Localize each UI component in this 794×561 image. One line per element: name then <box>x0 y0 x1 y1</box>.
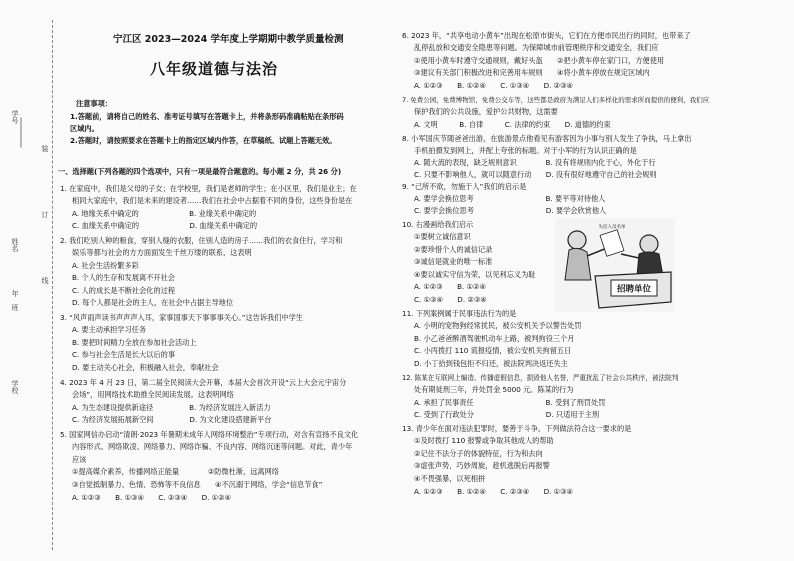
left-line: A. 为生态建设提供新途径 B. 为经济发展注入新活力 <box>72 403 271 412</box>
right-line: 乱停乱放和交通安全隐患等问题。为保障城市前管理秩序和交通安全，我们应 <box>414 43 659 52</box>
right-line: C. 要学会换位思考 D. 要学会欣赏他人 <box>414 206 607 215</box>
left-line: B. 个人的生存和发展离不开社会 <box>72 273 175 282</box>
notes-item2: 2.答题时，请按照要求在答题卡上的指定区域内作答，在草稿纸、试题上答题无效。 <box>70 136 337 145</box>
recruitment-cartoon <box>555 218 675 312</box>
right-line: 7. 免费公园，免费博物馆，免费公交车等，这些都是政府为满足人们多样化的需求所而提供的便利，我们应 <box>402 96 710 104</box>
right-line: C. 只要不影响他人，就可以随意行动 D. 没有很好地遵守自己的社会规则 <box>414 170 657 179</box>
left-line: 2. 我们吃别人种的粮食，穿别人缝的衣服，住别人造的房子……我们的衣食住行，学习和 <box>60 236 343 245</box>
right-line: ④不畏强暴，以死相拼 <box>414 474 486 483</box>
right-line: A. 小明的宠物狗经常扰民，被公安机关予以警告处罚 <box>414 321 582 330</box>
right-line: B. 小乙爸爸醉酒驾驶机动车上路，被判拘役三个月 <box>414 334 575 343</box>
right-line: ③虚张声势，巧妙周旋，趁机逃脱后再报警 <box>414 461 550 470</box>
left-line: A. 社会生活纷繁多彩 <box>72 261 139 270</box>
right-line: 保护我们的公共设施，爱护公共财物，这需要 <box>414 107 558 116</box>
seat-underline <box>21 118 22 148</box>
left-line: 3. “风声雨声读书声声声入耳，家事国事天下事事事关心。”这告诉我们中学生 <box>60 313 303 322</box>
right-line: 8. 小军国庆节随爸爸出游，在旅游景点他看见有游客因为小事与别人发生了争执，马上拿出 <box>402 134 692 143</box>
right-line: 6. 2023 年，“共享电动小黄车”出现在松原市街头，它们在方便市民出行的同时，也带来了 <box>402 31 691 40</box>
left-line: 应该 <box>72 455 87 464</box>
left-line: A. 地缘关系中确定的 B. 业缘关系中确定的 <box>72 209 257 218</box>
right-line: 13. 青少年在面对违法犯罪时，要善于斗争。下列做法符合这一要求的是 <box>402 424 632 433</box>
name-label: 姓名 <box>11 238 19 252</box>
left-line: B. 要把时间精力全放在参加社会活动上 <box>72 338 197 347</box>
left-line: C. 人的成长是不断社会化的过程 <box>72 286 176 295</box>
left-line: 1. 在家庭中，我们是父母的子女；在学校里，我们是老师的学生；在小区里，我们是业主；在 <box>60 184 357 193</box>
right-line: C. ①③④ D. ②③④ <box>414 295 487 304</box>
right-line: A. 要学会换位思考 B. 要平等对待他人 <box>414 194 606 203</box>
seat-label: 学号 <box>11 110 19 124</box>
notes-item1-a: 1.答题前，请将自己的姓名、准考证号填写在答题卡上，并将条形码准确粘贴在条形码 <box>70 112 344 121</box>
left-line: A. ①②③ B. ①③④ C. ②③④ D. ①②④ <box>72 493 231 502</box>
class-label: 年 班 <box>11 290 19 311</box>
job-seeker-head <box>568 231 586 249</box>
left-line: 会场”，用网络技术助推全民阅读发展。这表明网络 <box>72 390 234 399</box>
left-line: ③自觉抵制暴力、色情、恐怖等不良信息 ④不沉溺于网络，学会“信息节食” <box>72 480 323 489</box>
left-line: 4. 2023 年 4 月 23 日，第二届全民阅读大会开幕，本届大会首次开设“云上大会元宇宙分 <box>60 378 347 387</box>
right-line: 9. “己所不欲，勿施于人”我们的启示是 <box>402 182 527 191</box>
right-line: ③诚信是就业的唯一标准 <box>414 257 493 266</box>
exam-title-line1: 宁江区 2023—2024 学年度上学期期中教学质量检测 <box>113 34 344 45</box>
left-line: 内容形式、网络欺凌、网络暴力、网络诈骗、不良内容、网络沉迷等问题。对此，青少年 <box>72 442 353 451</box>
left-line: C. 血缘关系中确定的 D. 血缘关系中确定的 <box>72 221 258 230</box>
left-line: D. 要主动关心社会，积极融入社会，奉献社会 <box>72 363 219 372</box>
right-line: D. 小丁拾到钱包拒不归还，被法院判决返还失主 <box>414 359 568 368</box>
right-line: A. 承担了民事责任 B. 受到了刑罚处罚 <box>414 398 606 407</box>
job-seeker-body <box>565 248 591 280</box>
section1-heading: 一、选择题(下列各题的四个选项中，只有一项是最符合题意的。每小题 2 分，共 26 分) <box>58 167 342 176</box>
right-line: ④要以诚实守信为荣，以见利忘义为耻 <box>414 270 536 279</box>
school-label: 学校 <box>11 380 19 394</box>
right-line: ①要树立诚信意识 <box>414 232 471 241</box>
left-line: A. 要主动承担学习任务 <box>72 325 147 334</box>
right-line: 手机拍摄发到网上，并配上夸张的标题。对于小军的行为认识正确的是 <box>414 146 637 155</box>
binding-dashed-line <box>52 20 53 550</box>
right-line: A. 随大流的表现，缺乏规则意识 B. 没有将规则内化于心，外化于行 <box>414 158 656 167</box>
left-line: 娱乐等都与社会的方方面面发生千丝万缕的联系，这表明 <box>72 248 252 257</box>
right-line: 12. 陈某在互联网上编造、传播虚假信息，损毁他人名誉，严重扰乱了社会公共秩序，被法院判 <box>402 374 679 382</box>
recruit-sign-text: 招聘单位 <box>616 284 652 295</box>
right-line: C. 小丙拨打 110 谎报疫情，被公安机关拘留五日 <box>414 346 572 355</box>
right-line: ②记住不法分子的体貌特征，行为和去向 <box>414 449 543 458</box>
right-line: 处有期徒刑三年，并处罚金 5000 元。陈某的行为 <box>414 385 574 394</box>
right-line: A. ①②③ B. ①②④ <box>414 282 486 291</box>
left-line: C. 参与社会生活是长大以后的事 <box>72 350 176 359</box>
right-line: A. ①②③ B. ①②④ C. ②③④ D. ①③④ <box>414 487 573 496</box>
right-line: A. 文明 B. 自律 C. 法律的约束 D. 道德的约束 <box>414 120 611 129</box>
right-line: ①使用小黄车时遵守交通规则，戴好头盔 ②把小黄车停在家门口，方便使用 <box>414 56 665 65</box>
left-line: ①提高媒介素养，传播网络正能量 ②防微杜渐，远离网络 <box>72 467 279 476</box>
seal-label: 装 订 线 <box>41 145 49 310</box>
left-line: 相同大家庭中，我们是未来的建设者……我们在社会中占据着不同的身份，这些身份是在 <box>72 196 353 205</box>
right-line: C. 受到了行政处分 D. 只适用于主刑 <box>414 410 600 419</box>
left-line: C. 为经济发展拓展新空间 D. 为文化建设搭建新平台 <box>72 415 272 424</box>
exam-title-line2: 八年级道德与法治 <box>150 60 279 78</box>
right-line: ②要珍惜个人的诚信记录 <box>414 245 493 254</box>
right-line: ①及时拨打 110 报警或争取其他成人的帮助 <box>414 436 554 445</box>
right-line: 10. 右漫画给我们启示 <box>402 220 474 229</box>
notes-item1-b: 区域内。 <box>70 124 99 133</box>
left-line: D. 每个人都是社会的主人，在社会中占据主导地位 <box>72 298 234 307</box>
notes-label: 注意事项： <box>76 99 112 108</box>
cartoon-note-text: 失信人员名单 <box>598 225 626 230</box>
recruiter-head <box>640 235 658 253</box>
right-line: A. ①②③ B. ①②④ C. ①③④ D. ②③④ <box>414 81 573 90</box>
left-line: 5. 国家网信办启动“清朗·2023 年暑期未成年人网络环境整治”专项行动，对含有宣扬不良文化 <box>60 430 359 439</box>
right-line: ③建议有关部门积极改进和完善用车规则 ④将小黄车停放在规定区域内 <box>414 68 650 77</box>
right-line: 11. 下列案例属于民事违法行为的是 <box>402 309 517 318</box>
